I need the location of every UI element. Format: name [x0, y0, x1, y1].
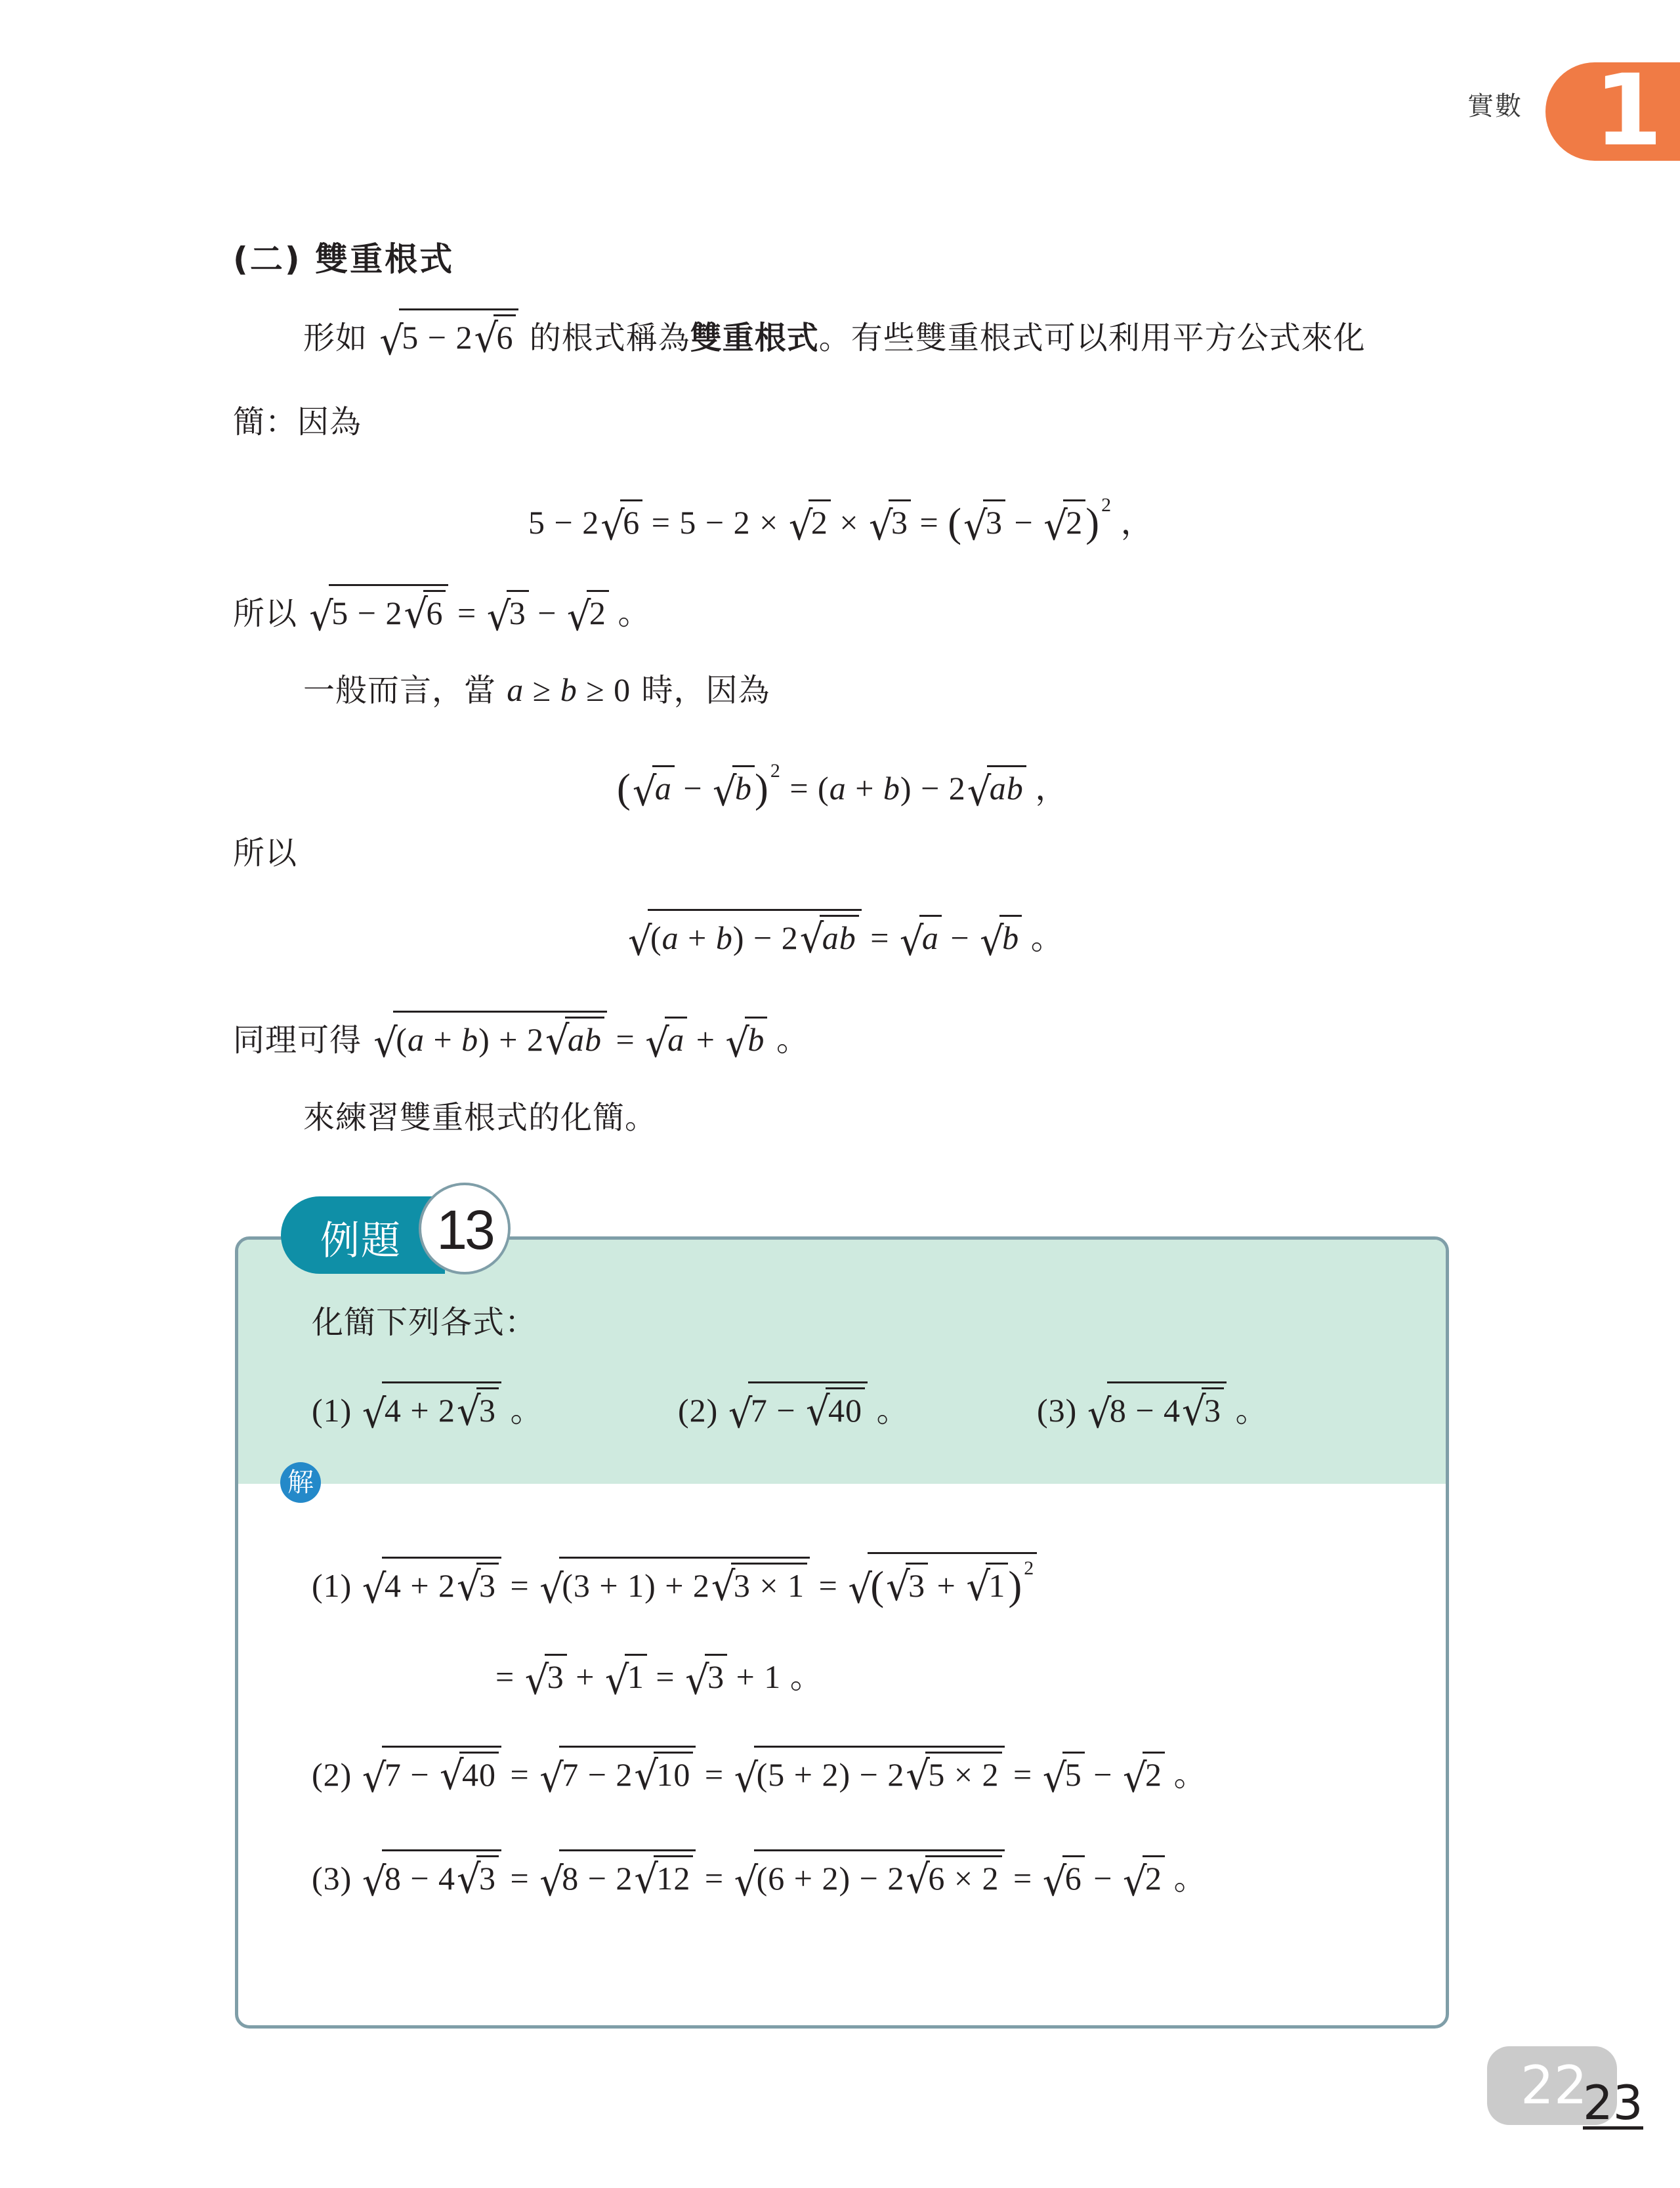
radical: √ 3	[457, 1855, 499, 1896]
similarly-prefix: 同理可得	[233, 1022, 362, 1059]
radical: √ 8 − 4 √ 3	[1087, 1381, 1227, 1433]
example-tab-label: 例題	[320, 1218, 402, 1264]
problem-2	[678, 1381, 910, 1433]
radical: √ 3	[963, 499, 1005, 545]
example-prompt: 化簡下列各式：	[312, 1304, 537, 1341]
radical: √ a	[900, 915, 942, 961]
radical: √ (a + b) − 2 √ ab	[628, 909, 862, 961]
example-box	[235, 1236, 1449, 2029]
problem-3	[1037, 1381, 1269, 1433]
intro-prefix: 形如	[303, 320, 368, 356]
radical: √ 12	[634, 1855, 693, 1896]
conclusion-1	[233, 584, 651, 637]
radical: √ 3	[685, 1654, 727, 1700]
radical: √ 6	[474, 314, 516, 355]
chapter-tab	[1545, 54, 1680, 168]
solution-badge: 解	[280, 1462, 321, 1503]
intro-expr	[378, 319, 518, 356]
example-number-badge	[419, 1183, 511, 1274]
radical: √ (3 + 1) + 2 √ 3 × 1	[539, 1557, 810, 1609]
radical: √ 40	[440, 1752, 499, 1792]
radical: √ b	[980, 915, 1022, 961]
radical: √ 2	[1043, 499, 1085, 545]
radical: √ 4 + 2 √ 3	[362, 1381, 501, 1433]
section-heading: (二) 雙重根式	[233, 240, 455, 278]
chapter-name: 實數	[1467, 91, 1522, 121]
radical: √ 2	[1123, 1855, 1165, 1901]
equation-2: ( √ a − √ b)$^2$ = (a + b) − 2 √ ab ，	[617, 748, 1068, 811]
general-suffix: 時，因為	[641, 672, 770, 709]
radical: √ (a + b) + 2 √ ab	[373, 1011, 607, 1062]
radical: √ 5 × 2	[906, 1752, 1001, 1792]
example-problem-area	[238, 1240, 1446, 1484]
intro-middle: 的根式稱為	[529, 320, 690, 356]
problem-3-label: (3)	[1037, 1392, 1078, 1429]
equation-3: √ (a + b) − 2 √ ab = √ a − √ b 。	[627, 909, 1064, 961]
solution-3-expr: √ 8 − 4 √ 3 = √ 8 − 2 √ 12 = √ (6 + 2) − 2 √ 6 × 2 = √ 6 − √ 2 。	[361, 1860, 1208, 1897]
radical: √ 3 × 1	[711, 1563, 807, 1603]
radical: √ 7 − √ 40	[728, 1381, 868, 1433]
intro-line-2: 簡：因為	[233, 404, 362, 440]
page-number-left: 22	[1521, 2055, 1587, 2116]
radical: √ 2	[1123, 1752, 1165, 1798]
radical: √ 3	[1182, 1387, 1224, 1428]
radical: √ 6	[1043, 1855, 1085, 1901]
similarly-expr: √ (a + b) + 2 √ ab = √ a + √ b 。	[372, 1021, 810, 1058]
radical: √ 6	[600, 499, 642, 545]
general-prefix: 一般而言，當	[303, 672, 497, 709]
conclusion-1-expr: √ 5 − 2 √ 6 = √ 3 − √ 2 。	[308, 595, 651, 631]
chapter-number: 1	[1594, 54, 1663, 168]
solution-1-continued	[495, 1654, 824, 1700]
radical: √ 10	[634, 1752, 693, 1792]
radical: √ 5 − 2 √ 6	[379, 308, 518, 360]
general-statement	[303, 667, 770, 713]
solution-3	[312, 1849, 1207, 1901]
solution-3-label: (3)	[312, 1860, 352, 1897]
radical: √ 3	[457, 1387, 499, 1428]
problem-3-expr: √ 8 − 4 √ 3 。	[1086, 1392, 1269, 1429]
radical: √ a	[633, 765, 675, 811]
radical: √ 6 × 2	[906, 1855, 1001, 1896]
radical: √ 40	[806, 1387, 865, 1428]
radical: √ ab	[800, 915, 859, 956]
radical: √ 1	[966, 1563, 1008, 1603]
solution-1b-expr: = √ 3 + √ 1 = √ 3 + 1 。	[495, 1658, 824, 1695]
solution-1-expr: √ 4 + 2 √ 3 = √ (3 + 1) + 2 √ 3 × 1 = √ ( √ 3 + √ 1)$^2$	[361, 1567, 1037, 1604]
radical: √ (6 + 2) − 2 √ 6 × 2	[734, 1849, 1005, 1901]
conclusion-2-label: 所以	[233, 835, 298, 872]
solution-2-expr: √ 7 − √ 40 = √ 7 − 2 √ 10 = √ (5 + 2) − 2 √ 5 × 2 = √ 5 − √ 2 。	[361, 1756, 1208, 1793]
radical: √ 6	[404, 590, 446, 631]
solution-2-label: (2)	[312, 1756, 352, 1793]
equation-1: 5 − 2 √ 6 = 5 − 2 × √ 2 × √ 3 = ( √ 3 − √ 2)$^2$ ，	[528, 482, 1154, 545]
radical: √ (5 + 2) − 2 √ 5 × 2	[734, 1746, 1005, 1798]
problem-1-expr: √ 4 + 2 √ 3 。	[361, 1392, 544, 1429]
defined-term: 雙重根式	[690, 320, 819, 356]
radical: √ 2	[789, 499, 831, 545]
intro-line-1	[303, 308, 1366, 361]
radical: √ ab	[967, 765, 1026, 811]
general-condition: a ≥ b ≥ 0	[507, 671, 631, 708]
radical: √ 3	[869, 499, 911, 545]
page-number-right: 23	[1583, 2075, 1643, 2130]
radical: √ 5 − 2 √ 6	[309, 584, 448, 636]
radical: √ 3	[457, 1563, 499, 1603]
radical: √ 8 − 4 √ 3	[362, 1849, 501, 1901]
solution-1-label: (1)	[312, 1567, 352, 1604]
similarly-statement	[233, 1011, 810, 1063]
radical: √ 5	[1043, 1752, 1085, 1798]
radical: √ 3	[886, 1563, 928, 1603]
problem-1	[312, 1381, 544, 1433]
solution-1	[312, 1552, 1037, 1609]
intro-suffix: 。有些雙重根式可以利用平方公式來化	[818, 320, 1366, 356]
radical: √ 2	[567, 590, 609, 636]
problem-2-label: (2)	[678, 1392, 719, 1429]
radical: √ ( √ 3 + √ 1)$^2$	[848, 1552, 1037, 1609]
problem-1-label: (1)	[312, 1392, 352, 1429]
radical: √ 3	[487, 590, 529, 636]
example-number: 13	[436, 1199, 493, 1261]
radical: √ 3	[525, 1654, 567, 1700]
radical: √ 7 − 2 √ 10	[539, 1746, 696, 1798]
practice-intro: 來練習雙重根式的化簡。	[303, 1099, 658, 1136]
radical: √ a	[645, 1017, 687, 1062]
radical: √ 1	[605, 1654, 647, 1700]
conclusion-1-prefix: 所以	[233, 595, 298, 632]
radical: √ 4 + 2 √ 3	[362, 1557, 501, 1609]
problem-2-expr: √ 7 − √ 40 。	[727, 1392, 910, 1429]
radical: √ 8 − 2 √ 12	[539, 1849, 696, 1901]
radical: √ b	[713, 765, 755, 811]
radical: √ 7 − √ 40	[362, 1746, 501, 1798]
radical: √ b	[725, 1017, 767, 1062]
solution-2	[312, 1746, 1207, 1798]
radical: √ ab	[545, 1017, 604, 1057]
